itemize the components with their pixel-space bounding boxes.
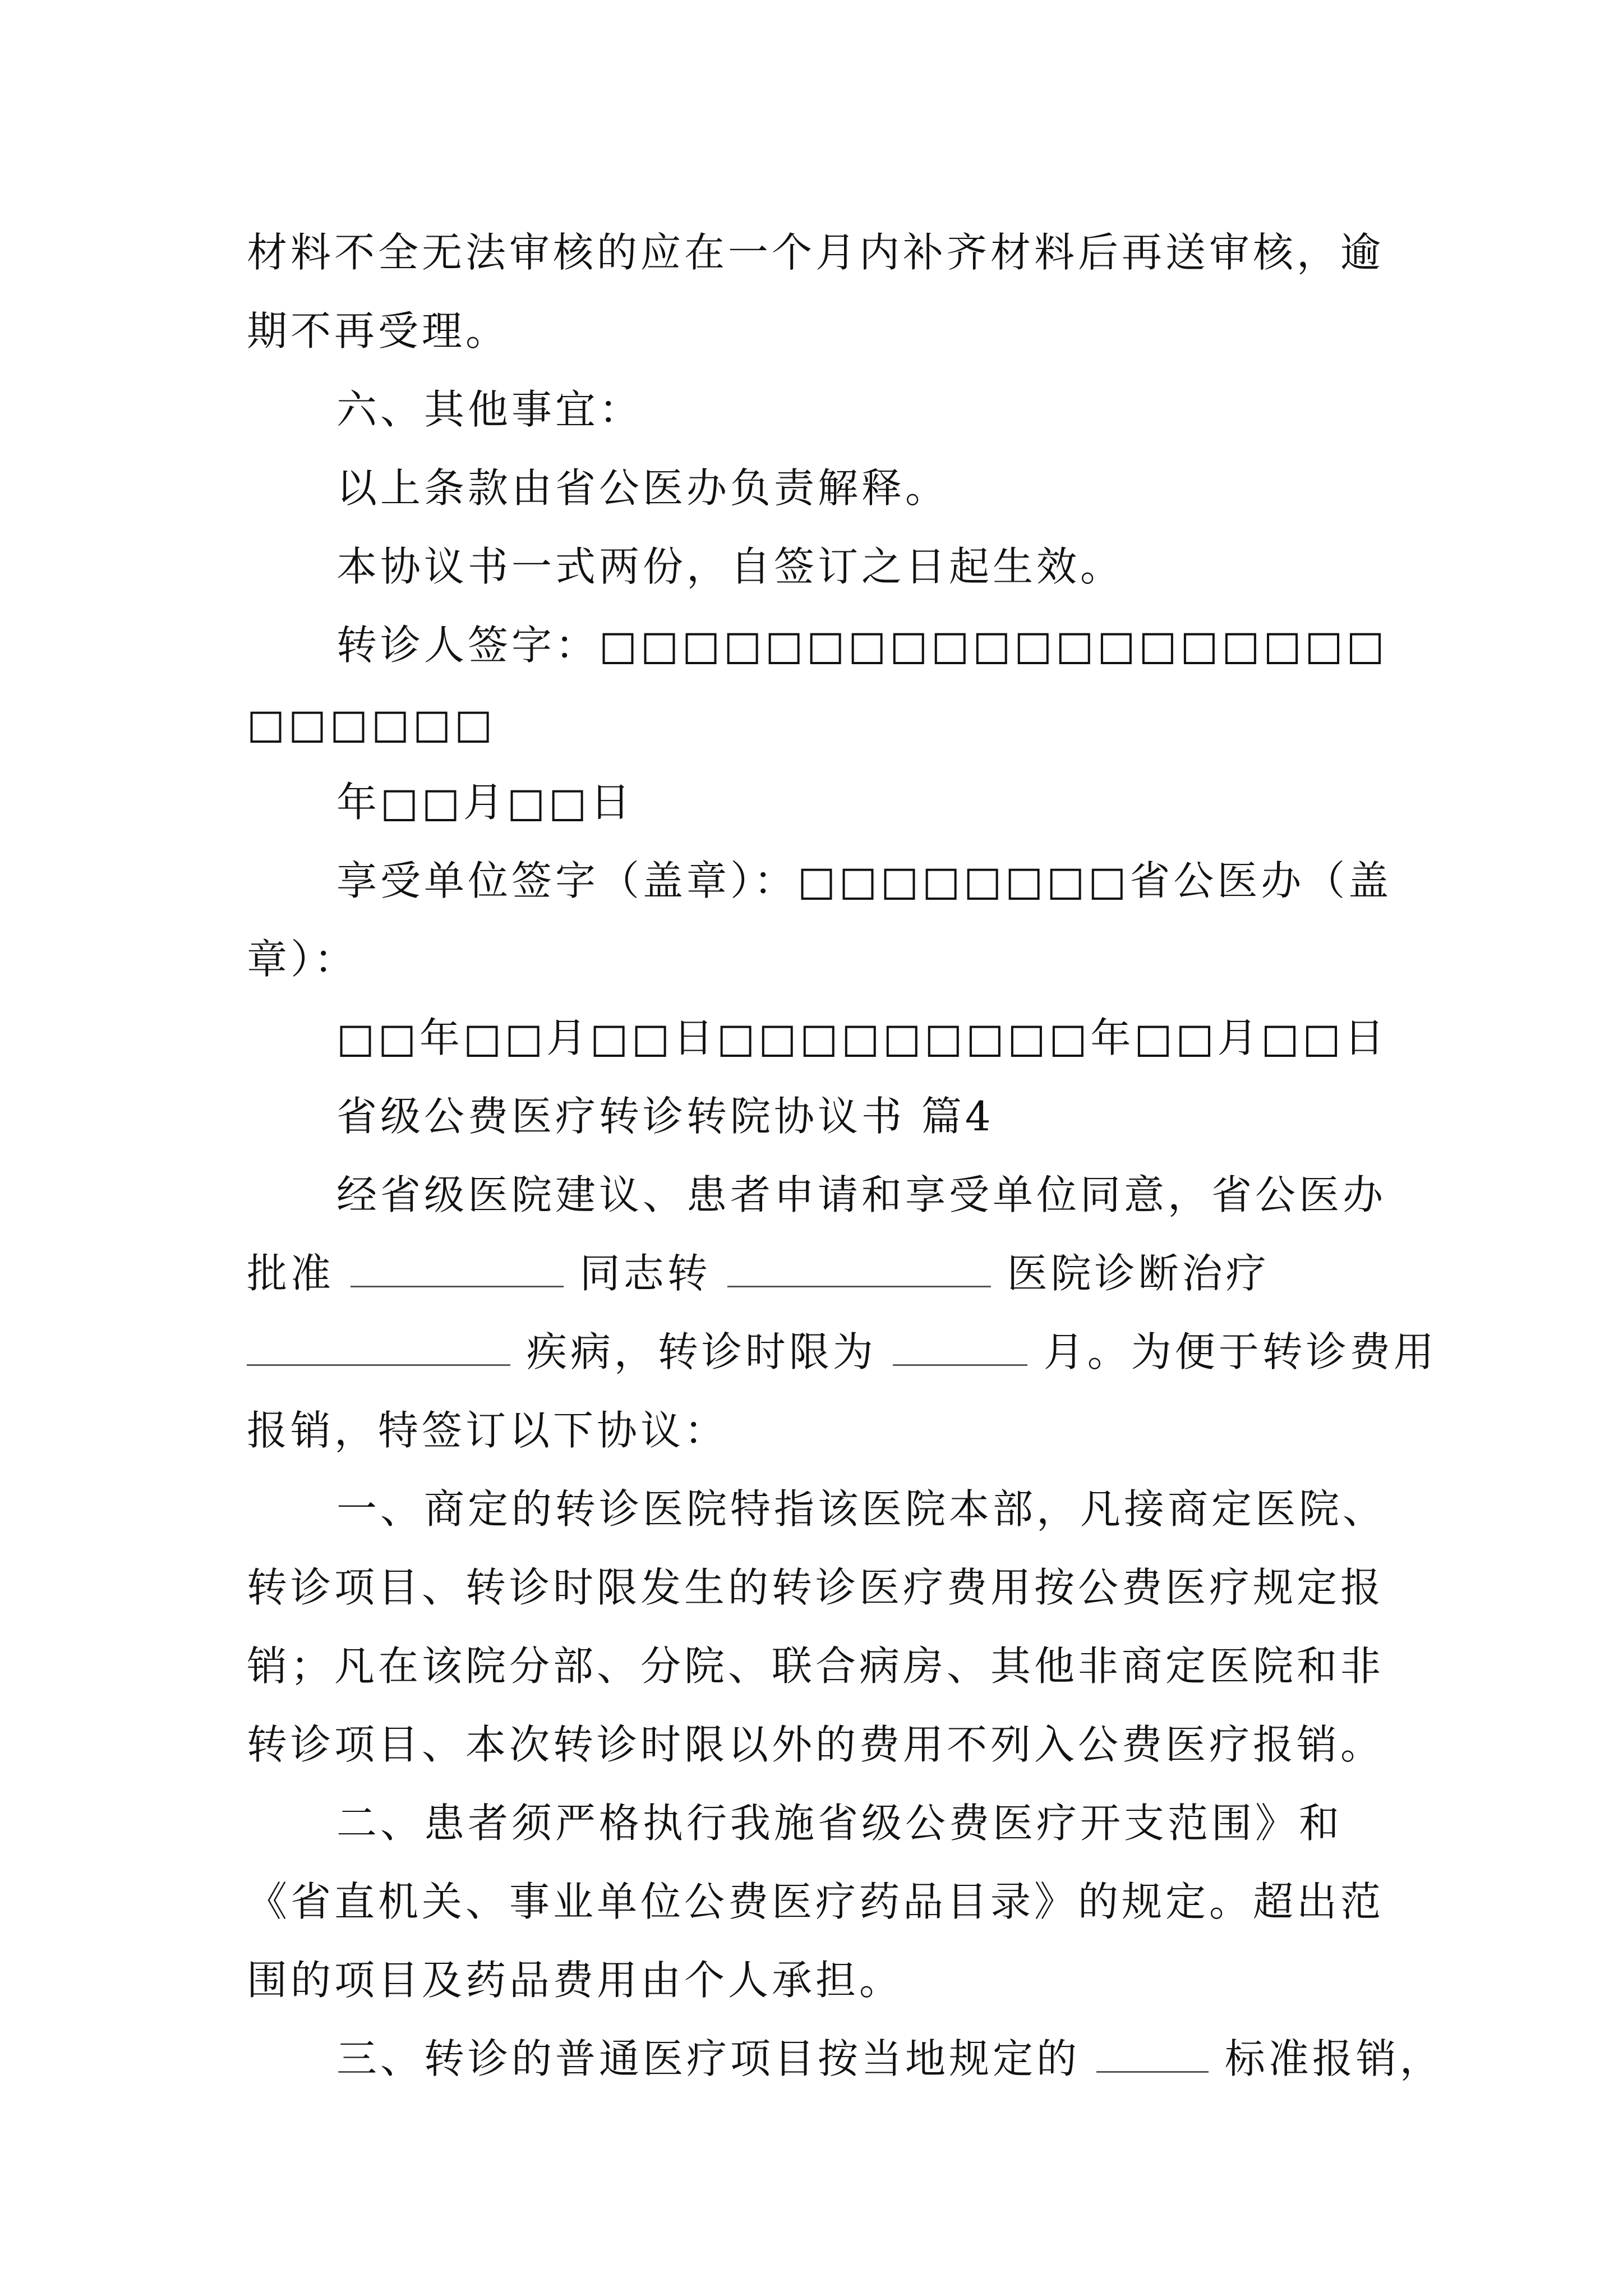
signature-line-unit: 享受单位签字（盖章）：□□□□□□□□省公医办（盖: [336, 857, 1393, 904]
clause-one: 一、商定的转诊医院特指该医院本部，凡接商定医院、: [336, 1485, 1387, 1533]
blank-months: [893, 1332, 1027, 1366]
paragraph-line: 《省直机关、事业单位公费医疗药品目录》的规定。超出范: [247, 1878, 1385, 1925]
paragraph-line: 本协议书一式两份，自签订之日起生效。: [336, 543, 1124, 590]
paragraph-line: 转诊项目、本次转诊时限以外的费用不列入公费医疗报销。: [247, 1721, 1385, 1768]
blank-standard: [1096, 2039, 1209, 2073]
paragraph-line: 销；凡在该院分部、分院、联合病房、其他非商定医院和非: [247, 1642, 1385, 1690]
signature-line-continued: □□□□□□: [247, 700, 496, 747]
paragraph-line: 转诊项目、转诊时限发生的转诊医疗费用按公费医疗规定报: [247, 1564, 1385, 1611]
section-heading: 六、其他事宜：: [336, 386, 643, 433]
blank-name: [351, 1253, 564, 1287]
paragraph-line: 材料不全无法审核的应在一个月内补齐材料后再送审核，逾: [247, 229, 1385, 276]
clause-two: 二、患者须严格执行我施省级公费医疗开支范围》和: [336, 1800, 1343, 1847]
date-line-double: □□年□□月□□日□□□□□□□□□年□□月□□日: [336, 1014, 1388, 1061]
paragraph-line-with-blanks: 批准 同志转 医院诊断治疗: [247, 1250, 1270, 1297]
paragraph-line: 报销，特签订以下协议：: [247, 1407, 728, 1454]
blank-hospital: [727, 1253, 991, 1287]
blank-disease: [247, 1332, 510, 1366]
clause-three: 三、转诊的普通医疗项目按当地规定的 标准报销，: [336, 2035, 1444, 2082]
document-title: 省级公费医疗转诊转院协议书 篇4: [336, 1093, 994, 1140]
date-line: 年□□月□□日: [336, 779, 634, 826]
signature-line-transferee: 转诊人签字：□□□□□□□□□□□□□□□□□□□: [336, 622, 1388, 669]
signature-line-unit-continued: 章）：: [247, 936, 358, 983]
paragraph-line: 围的项目及药品费用由个人承担。: [247, 1957, 903, 2004]
paragraph-line: 期不再受理。: [247, 307, 510, 355]
paragraph-line: 经省级医院建议、患者申请和享受单位同意，省公医办: [336, 1171, 1387, 1218]
paragraph-line: 以上条款由省公医办负责解释。: [336, 464, 949, 512]
paragraph-line-with-blanks: 疾病，转诊时限为 月。为便于转诊费用: [247, 1313, 1437, 1391]
